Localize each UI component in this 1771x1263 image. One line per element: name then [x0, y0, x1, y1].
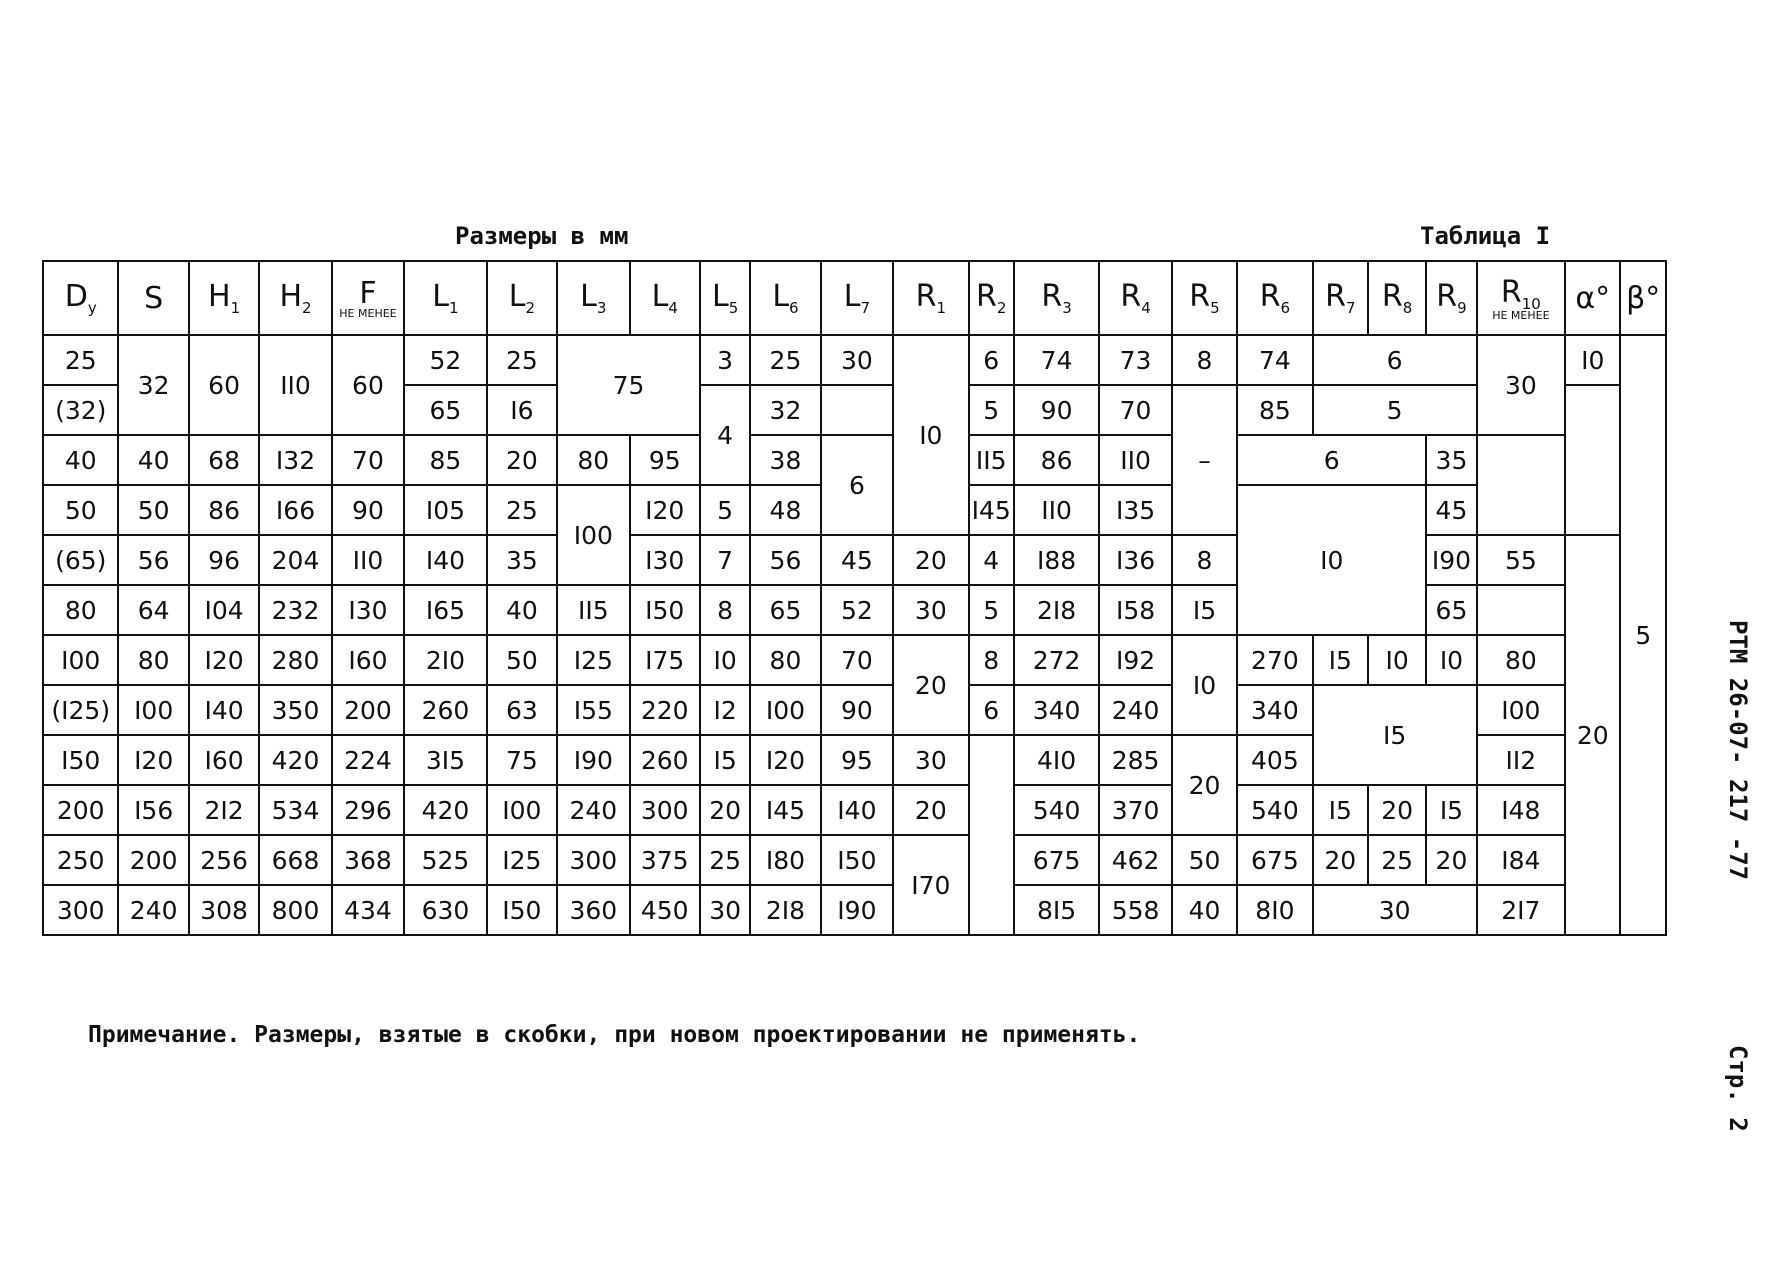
column-header: $R_2$	[969, 261, 1014, 335]
cell: 6	[821, 435, 893, 535]
cell: I00	[557, 485, 629, 585]
cell: I0	[700, 635, 750, 685]
cell: 6	[969, 685, 1014, 735]
cell: 8I5	[1014, 885, 1100, 935]
cell: 220	[630, 685, 700, 735]
cell: I90	[557, 735, 629, 785]
cell: I5	[1313, 785, 1368, 835]
cell: 462	[1099, 835, 1171, 885]
cell: 534	[259, 785, 331, 835]
cell: I90	[1426, 535, 1476, 585]
cell: 90	[821, 685, 893, 735]
cell: 50	[487, 635, 557, 685]
cell: I55	[557, 685, 629, 735]
cell: 80	[557, 435, 629, 485]
cell: I5	[1313, 635, 1368, 685]
cell: 2I8	[1014, 585, 1100, 635]
cell: 5	[969, 585, 1014, 635]
cell: I36	[1099, 535, 1171, 585]
cell: II0	[1099, 435, 1171, 485]
cell: 30	[893, 735, 968, 785]
column-header: $H_1$	[189, 261, 259, 335]
units-caption: Размеры в мм	[455, 222, 629, 250]
cell: 3	[700, 335, 750, 385]
cell: 74	[1237, 335, 1312, 385]
table-row	[43, 785, 1666, 835]
cell: 73	[1099, 335, 1171, 385]
cell: 32	[750, 385, 820, 435]
cell: I5	[700, 735, 750, 785]
cell: I60	[189, 735, 259, 785]
cell: 630	[404, 885, 487, 935]
cell: 250	[43, 835, 118, 885]
cell: 30	[893, 585, 968, 635]
cell: I66	[259, 485, 331, 535]
cell: 668	[259, 835, 331, 885]
table-caption: Таблица I	[1420, 222, 1551, 250]
cell: 40	[487, 585, 557, 635]
column-header: $R_9$	[1426, 261, 1476, 335]
cell: 65	[404, 385, 487, 435]
cell: 450	[630, 885, 700, 935]
cell: 30	[821, 335, 893, 385]
cell: (65)	[43, 535, 118, 585]
cell: I90	[821, 885, 893, 935]
dimensions-table	[42, 260, 1667, 936]
cell: 2I8	[750, 885, 820, 935]
cell: 85	[1237, 385, 1312, 435]
column-header: F НЕ МЕНЕЕ	[332, 261, 404, 335]
cell: 20	[1426, 835, 1476, 885]
column-header: $R_8$	[1368, 261, 1426, 335]
cell: 200	[332, 685, 404, 735]
cell: 38	[750, 435, 820, 485]
cell: II2	[1477, 735, 1566, 785]
column-header: $D_y$	[43, 261, 118, 335]
cell: 70	[332, 435, 404, 485]
cell: 20	[1368, 785, 1426, 835]
cell: 45	[1426, 485, 1476, 535]
cell: 3I5	[404, 735, 487, 785]
column-header: $R_6$	[1237, 261, 1312, 335]
table-row	[43, 835, 1666, 885]
cell: 300	[43, 885, 118, 935]
cell: I58	[1099, 585, 1171, 635]
column-header: $L_7$	[821, 261, 893, 335]
cell: 90	[332, 485, 404, 535]
cell: 32	[118, 335, 188, 435]
cell: I56	[118, 785, 188, 835]
cell: 50	[1172, 835, 1237, 885]
cell: 65	[1426, 585, 1476, 635]
cell: 63	[487, 685, 557, 735]
cell: II0	[1014, 485, 1100, 535]
cell: I5	[1172, 585, 1237, 635]
cell: 8	[1172, 535, 1237, 585]
cell: I65	[404, 585, 487, 635]
cell: 296	[332, 785, 404, 835]
cell: 8	[700, 585, 750, 635]
cell: 20	[1172, 735, 1237, 835]
cell: –	[1172, 385, 1237, 535]
cell: 2I2	[189, 785, 259, 835]
cell: 240	[557, 785, 629, 835]
cell: 280	[259, 635, 331, 685]
cell: 420	[259, 735, 331, 785]
cell: I48	[1477, 785, 1566, 835]
cell: I32	[259, 435, 331, 485]
cell: I0	[1565, 335, 1620, 385]
cell: II0	[332, 535, 404, 585]
cell: 50	[118, 485, 188, 535]
cell: 368	[332, 835, 404, 885]
cell: I40	[189, 685, 259, 735]
cell: I50	[630, 585, 700, 635]
cell: 200	[43, 785, 118, 835]
cell: 65	[750, 585, 820, 635]
column-header: $H_2$	[259, 261, 331, 335]
cell: 25	[750, 335, 820, 385]
cell: I50	[43, 735, 118, 785]
cell: 20	[893, 635, 968, 735]
cell: 25	[487, 485, 557, 535]
cell: 90	[1014, 385, 1100, 435]
cell: I25	[557, 635, 629, 685]
cell: 350	[259, 685, 331, 735]
cell: 40	[1172, 885, 1237, 935]
cell: 8I0	[1237, 885, 1312, 935]
header-row	[43, 261, 1666, 335]
cell: I0	[1368, 635, 1426, 685]
cell: 434	[332, 885, 404, 935]
cell: 6	[969, 335, 1014, 385]
cell: 80	[750, 635, 820, 685]
cell: 4	[969, 535, 1014, 585]
table-row	[43, 885, 1666, 935]
cell: I2	[700, 685, 750, 735]
cell: 55	[1477, 535, 1566, 585]
cell: 35	[1426, 435, 1476, 485]
cell: (I25)	[43, 685, 118, 735]
cell: 20	[487, 435, 557, 485]
cell: I50	[487, 885, 557, 935]
cell: 260	[630, 735, 700, 785]
cell: 8	[1172, 335, 1237, 385]
cell: I00	[1477, 685, 1566, 735]
cell: I45	[969, 485, 1014, 535]
cell: I05	[404, 485, 487, 535]
column-header: $L_4$	[630, 261, 700, 335]
cell: 525	[404, 835, 487, 885]
cell: 7	[700, 535, 750, 585]
cell: 5	[1313, 385, 1477, 435]
cell: 56	[118, 535, 188, 585]
cell: I20	[118, 735, 188, 785]
cell: 675	[1014, 835, 1100, 885]
column-header: $R_{10}$ НЕ МЕНЕЕ	[1477, 261, 1566, 335]
cell: I30	[630, 535, 700, 585]
cell: 204	[259, 535, 331, 585]
column-header: $L_3$	[557, 261, 629, 335]
cell: 80	[1477, 635, 1566, 685]
cell: 35	[487, 535, 557, 585]
cell: I0	[893, 335, 968, 535]
cell: 2I0	[404, 635, 487, 685]
table-row	[43, 335, 1666, 385]
cell: 80	[118, 635, 188, 685]
column-header: $L_6$	[750, 261, 820, 335]
cell: I88	[1014, 535, 1100, 585]
cell: 6	[1313, 335, 1477, 385]
table-row	[43, 685, 1666, 735]
cell: I30	[332, 585, 404, 635]
cell: I40	[821, 785, 893, 835]
cell: 45	[821, 535, 893, 585]
cell: I40	[404, 535, 487, 585]
cell: 300	[630, 785, 700, 835]
cell: 48	[750, 485, 820, 535]
column-header: β°	[1620, 261, 1666, 335]
cell: 20	[1565, 535, 1620, 935]
column-header: $L_5$	[700, 261, 750, 335]
cell: 6	[1237, 435, 1426, 485]
cell: 308	[189, 885, 259, 935]
cell: I20	[189, 635, 259, 685]
cell: 25	[700, 835, 750, 885]
cell: I00	[43, 635, 118, 685]
cell: 232	[259, 585, 331, 635]
cell: 375	[630, 835, 700, 885]
cell: 800	[259, 885, 331, 935]
cell: 20	[893, 535, 968, 585]
cell: I00	[118, 685, 188, 735]
cell	[1565, 385, 1620, 535]
cell: 4I0	[1014, 735, 1100, 785]
cell: I0	[1172, 635, 1237, 735]
table-note: Примечание. Размеры, взятые в скобки, при новом проектировании не применять.	[88, 1022, 1141, 1048]
cell: I84	[1477, 835, 1566, 885]
cell: 95	[821, 735, 893, 785]
cell: 64	[118, 585, 188, 635]
cell: 405	[1237, 735, 1312, 785]
cell: 86	[1014, 435, 1100, 485]
cell: I20	[750, 735, 820, 785]
cell: 25	[43, 335, 118, 385]
cell: 270	[1237, 635, 1312, 685]
cell: 272	[1014, 635, 1100, 685]
cell: 52	[404, 335, 487, 385]
cell: 540	[1014, 785, 1100, 835]
cell: 370	[1099, 785, 1171, 835]
cell: 360	[557, 885, 629, 935]
cell: 5	[969, 385, 1014, 435]
cell: I25	[487, 835, 557, 885]
cell: 300	[557, 835, 629, 885]
cell: I60	[332, 635, 404, 685]
cell: I75	[630, 635, 700, 685]
cell: 75	[487, 735, 557, 785]
cell: 240	[1099, 685, 1171, 735]
column-header: $R_1$	[893, 261, 968, 335]
cell	[969, 735, 1014, 935]
cell: 86	[189, 485, 259, 535]
cell: I70	[893, 835, 968, 935]
cell: 40	[118, 435, 188, 485]
cell: 40	[43, 435, 118, 485]
cell: I00	[487, 785, 557, 835]
cell: I20	[630, 485, 700, 535]
cell: 2I7	[1477, 885, 1566, 935]
cell: 25	[487, 335, 557, 385]
table-row	[43, 635, 1666, 685]
cell: I5	[1426, 785, 1476, 835]
cell: 5	[700, 485, 750, 535]
cell: I80	[750, 835, 820, 885]
cell: I0	[1426, 635, 1476, 685]
column-header: α°	[1565, 261, 1620, 335]
cell: I0	[1237, 485, 1426, 635]
cell: 340	[1237, 685, 1312, 735]
cell: 4	[700, 385, 750, 485]
column-header: S	[118, 261, 188, 335]
cell: 95	[630, 435, 700, 485]
cell: 260	[404, 685, 487, 735]
cell: 30	[1477, 335, 1566, 435]
cell: I04	[189, 585, 259, 635]
cell: 60	[332, 335, 404, 435]
cell: 70	[1099, 385, 1171, 435]
column-header: $R_3$	[1014, 261, 1100, 335]
cell: I45	[750, 785, 820, 835]
cell: 256	[189, 835, 259, 885]
cell: 20	[893, 785, 968, 835]
column-header: $R_7$	[1313, 261, 1368, 335]
cell: (32)	[43, 385, 118, 435]
page-number: Стр. 2	[1724, 1045, 1752, 1132]
cell: 30	[700, 885, 750, 935]
cell: 240	[118, 885, 188, 935]
column-header: $L_1$	[404, 261, 487, 335]
cell: 540	[1237, 785, 1312, 835]
cell: 56	[750, 535, 820, 585]
cell: I35	[1099, 485, 1171, 535]
cell: II5	[557, 585, 629, 635]
cell: I50	[821, 835, 893, 885]
document-code: РТМ 26-07- 217 -77	[1724, 620, 1752, 881]
column-header: $R_5$	[1172, 261, 1237, 335]
column-header: $R_4$	[1099, 261, 1171, 335]
cell: 85	[404, 435, 487, 485]
cell: 25	[1368, 835, 1426, 885]
cell: 30	[1313, 885, 1477, 935]
cell: I92	[1099, 635, 1171, 685]
cell: 52	[821, 585, 893, 635]
cell: 74	[1014, 335, 1100, 385]
cell: II0	[259, 335, 331, 435]
cell: 675	[1237, 835, 1312, 885]
table-row	[43, 435, 1666, 485]
cell: 20	[700, 785, 750, 835]
cell: 70	[821, 635, 893, 685]
cell: 558	[1099, 885, 1171, 935]
cell: I6	[487, 385, 557, 435]
cell: II5	[969, 435, 1014, 485]
cell: 5	[1620, 335, 1666, 935]
cell: 420	[404, 785, 487, 835]
cell: 50	[43, 485, 118, 535]
cell: 285	[1099, 735, 1171, 785]
cell: 20	[1313, 835, 1368, 885]
column-header: $L_2$	[487, 261, 557, 335]
cell: 8	[969, 635, 1014, 685]
cell: 68	[189, 435, 259, 485]
cell	[821, 385, 893, 435]
cell: 224	[332, 735, 404, 785]
cell: 340	[1014, 685, 1100, 735]
cell: 200	[118, 835, 188, 885]
cell: 60	[189, 335, 259, 435]
cell: 80	[43, 585, 118, 635]
cell: 96	[189, 535, 259, 585]
cell: I00	[750, 685, 820, 735]
cell: 75	[557, 335, 700, 435]
cell: I5	[1313, 685, 1477, 785]
